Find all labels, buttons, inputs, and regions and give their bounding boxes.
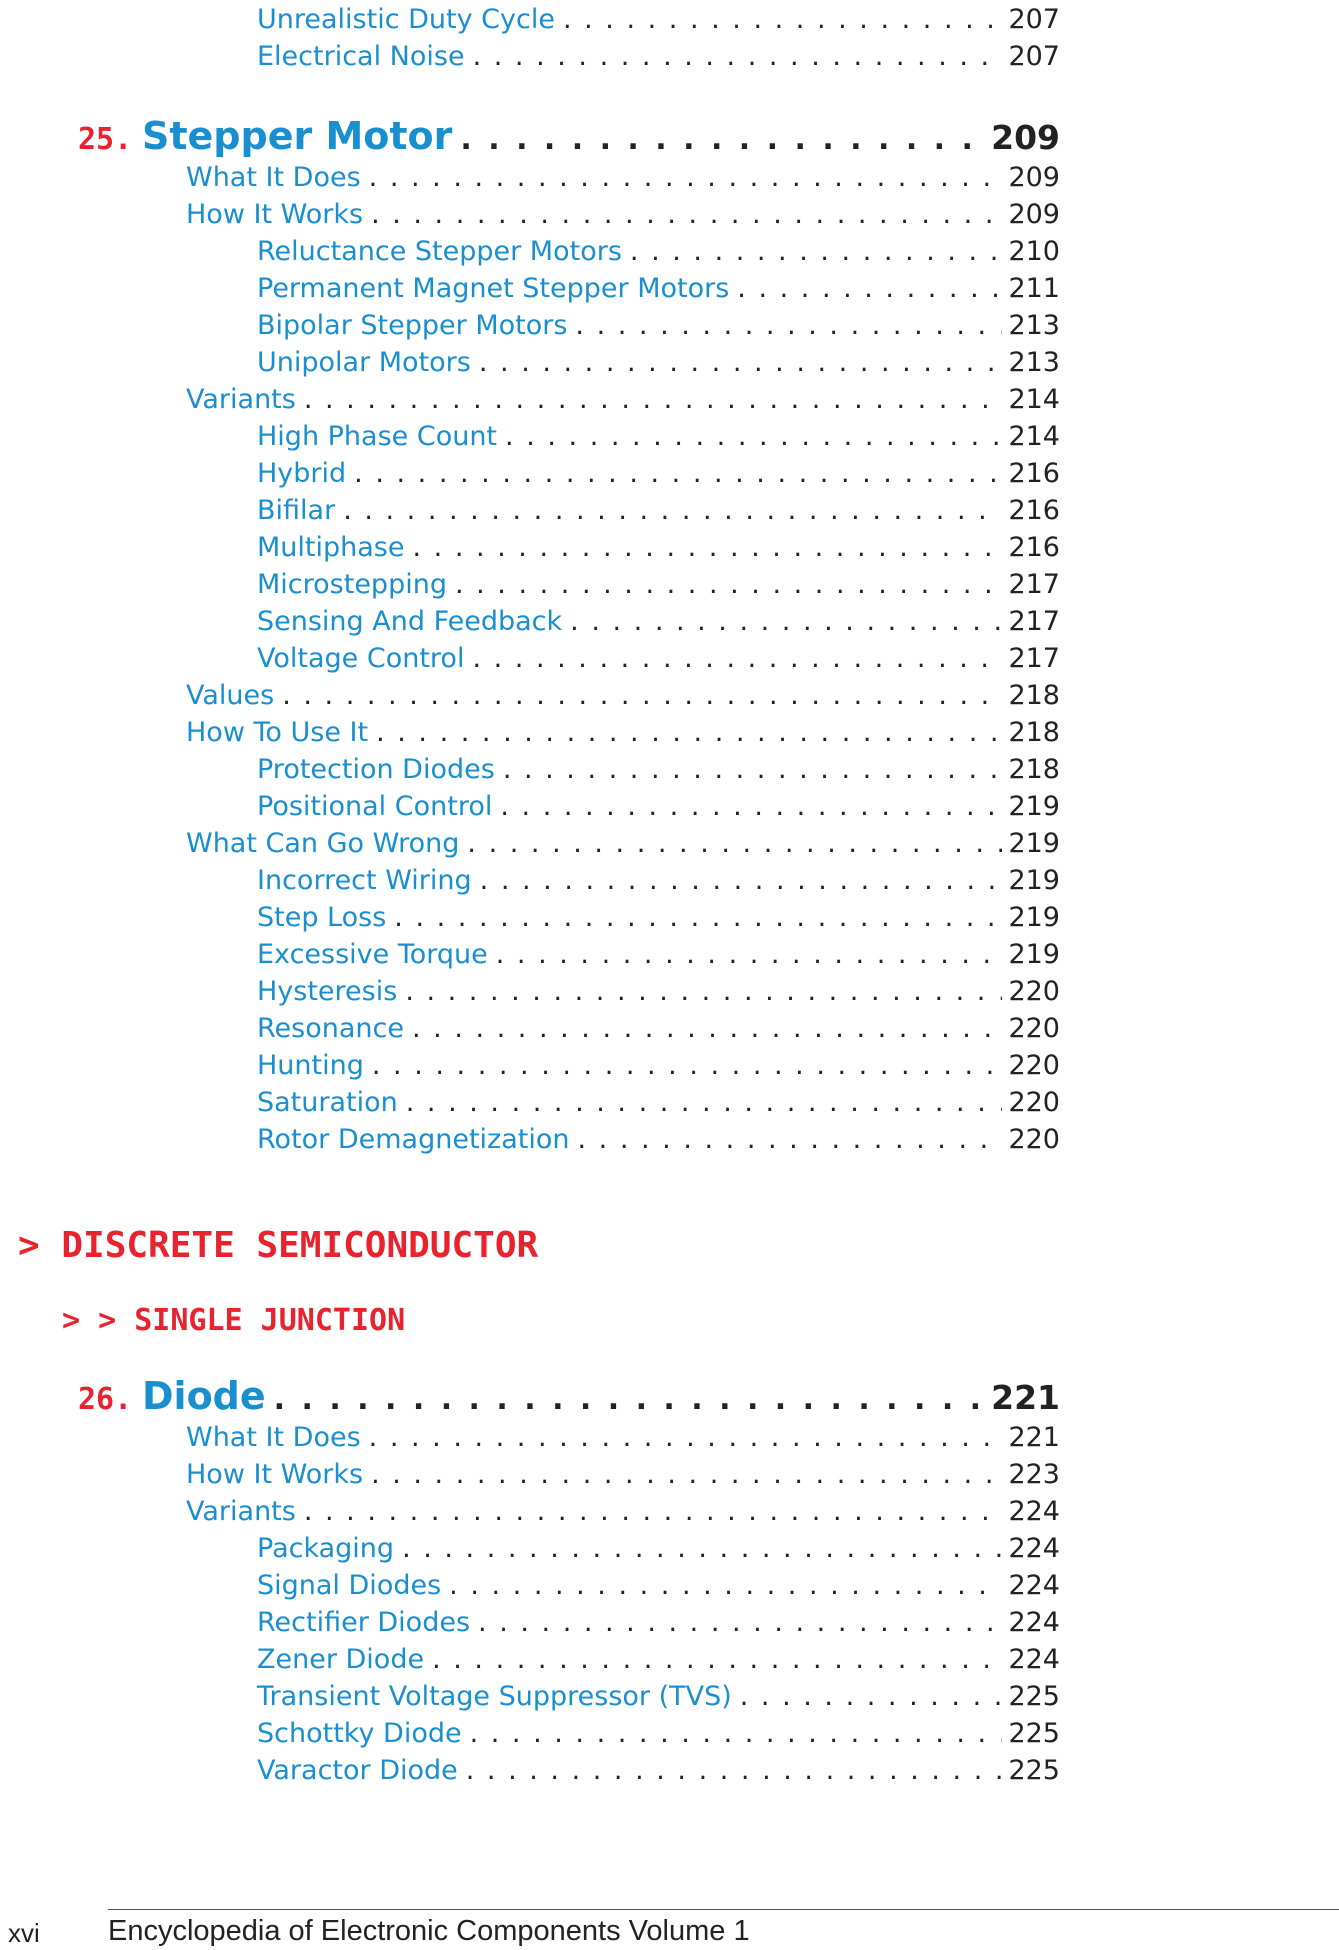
toc-entry-label: Bifilar — [257, 495, 336, 526]
toc-entry-page: 219 — [1008, 828, 1060, 859]
dot-leader — [479, 347, 1003, 378]
toc-entry-label: Resonance — [257, 1013, 404, 1044]
toc-entry[interactable] — [257, 1644, 1060, 1675]
dot-leader — [369, 1422, 1003, 1453]
toc-entry[interactable] — [257, 1681, 1060, 1712]
dot-leader — [472, 643, 1002, 674]
toc-entry-label: How It Works — [186, 1459, 364, 1490]
toc-entry-page: 220 — [1008, 1050, 1060, 1081]
toc-entry[interactable] — [257, 310, 1060, 341]
toc-entry[interactable] — [257, 976, 1060, 1007]
toc-entry-label: Sensing And Feedback — [257, 606, 563, 637]
toc-entry-page: 223 — [1008, 1459, 1060, 1490]
toc-entry[interactable] — [186, 680, 1060, 711]
dot-leader — [372, 1050, 1003, 1081]
chapter-heading-diode[interactable] — [78, 1374, 1060, 1418]
dot-leader — [480, 865, 1003, 896]
toc-entry-label: Rectifier Diodes — [257, 1607, 471, 1638]
dot-leader — [412, 1013, 1002, 1044]
toc-entry-page: 224 — [1008, 1607, 1060, 1638]
toc-entry-label: Step Loss — [257, 902, 387, 933]
toc-entry-page: 218 — [1008, 717, 1060, 748]
toc-entry[interactable] — [257, 939, 1060, 970]
toc-entry-page: 217 — [1008, 643, 1060, 674]
toc-entry-label: Bipolar Stepper Motors — [257, 310, 568, 341]
dot-leader — [274, 1382, 979, 1417]
dot-leader — [406, 1087, 1003, 1118]
toc-entry-page: 224 — [1008, 1496, 1060, 1527]
toc-entry-label: Excessive Torque — [257, 939, 488, 970]
toc-entry-label: Schottky Diode — [257, 1718, 462, 1749]
dot-leader — [371, 199, 1002, 230]
toc-entry-label: What It Does — [186, 1422, 361, 1453]
toc-entry-page: 220 — [1008, 976, 1060, 1007]
toc-entry-label: Permanent Magnet Stepper Motors — [257, 273, 730, 304]
dot-leader — [304, 384, 1003, 415]
dot-leader — [405, 976, 1002, 1007]
dot-leader — [455, 569, 1002, 600]
dot-leader — [473, 41, 1003, 72]
toc-entry-label: Variants — [186, 1496, 296, 1527]
dot-leader — [449, 1570, 1002, 1601]
toc-entry-label: What It Does — [186, 162, 361, 193]
toc-entry[interactable] — [257, 1013, 1060, 1044]
toc-entry[interactable] — [257, 1718, 1060, 1749]
toc-entry-page: 214 — [1008, 421, 1060, 452]
dot-leader — [505, 421, 1002, 452]
toc-entry[interactable] — [257, 1124, 1060, 1155]
toc-entry-page: 218 — [1008, 680, 1060, 711]
toc-entry[interactable] — [257, 1050, 1060, 1081]
dot-leader — [371, 1459, 1002, 1490]
dot-leader — [737, 273, 1002, 304]
dot-leader — [304, 1496, 1003, 1527]
toc-entry-label: Unrealistic Duty Cycle — [257, 4, 555, 35]
toc-entry[interactable] — [257, 791, 1060, 822]
toc-entry[interactable] — [257, 1607, 1060, 1638]
toc-entry-page: 225 — [1008, 1755, 1060, 1786]
toc-entry-page: 209 — [1008, 199, 1060, 230]
dot-leader — [578, 1124, 1003, 1155]
toc-entry-page: 219 — [1008, 791, 1060, 822]
dot-leader — [343, 495, 1002, 526]
toc-entry-page: 207 — [1008, 4, 1060, 35]
toc-entry[interactable] — [257, 421, 1060, 452]
toc-entry-page: 217 — [1008, 606, 1060, 637]
toc-entry-label: Rotor Demagnetization — [257, 1124, 570, 1155]
toc-entry-page: 217 — [1008, 569, 1060, 600]
toc-entry[interactable] — [257, 273, 1060, 304]
dot-leader — [402, 1533, 1002, 1564]
toc-entry[interactable] — [257, 865, 1060, 896]
dot-leader — [740, 1681, 1003, 1712]
toc-entry[interactable] — [257, 495, 1060, 526]
toc-entry-label: Multiphase — [257, 532, 405, 563]
toc-entry-page: 207 — [1008, 41, 1060, 72]
toc-entry-label: Electrical Noise — [257, 41, 465, 72]
toc-entry[interactable] — [257, 754, 1060, 785]
dot-leader — [563, 4, 1002, 35]
toc-entry-label: Transient Voltage Suppressor (TVS) — [257, 1681, 732, 1712]
toc-entry-page: 216 — [1008, 532, 1060, 563]
dot-leader — [466, 1755, 1003, 1786]
toc-entry-label: Protection Diodes — [257, 754, 495, 785]
toc-entry-page: 210 — [1008, 236, 1060, 267]
chapter-number: 25. — [78, 122, 133, 157]
toc-entry-page: 213 — [1008, 310, 1060, 341]
toc-entry-label: Packaging — [257, 1533, 395, 1564]
chapter-page: 221 — [991, 1378, 1060, 1417]
toc-entry-label: Reluctance Stepper Motors — [257, 236, 622, 267]
chapter-page: 209 — [991, 118, 1060, 157]
toc-entry[interactable] — [257, 1570, 1060, 1601]
chapter-number: 26. — [78, 1382, 133, 1417]
toc-entry[interactable] — [257, 347, 1060, 378]
footer-book-title: Encyclopedia of Electronic Components Volume 1 — [108, 1915, 750, 1947]
toc-entry-page: 218 — [1008, 754, 1060, 785]
toc-entry[interactable] — [257, 4, 1060, 35]
toc-entry[interactable] — [257, 606, 1060, 637]
toc-entry-label: How To Use It — [186, 717, 369, 748]
toc-entry[interactable] — [186, 717, 1060, 748]
dot-leader — [630, 236, 1003, 267]
toc-entry-label: Saturation — [257, 1087, 398, 1118]
dot-leader — [460, 122, 979, 157]
toc-entry-label: Values — [186, 680, 275, 711]
footer-divider — [108, 1909, 1339, 1910]
toc-entry-label: What Can Go Wrong — [186, 828, 460, 859]
toc-entry-label: Incorrect Wiring — [257, 865, 472, 896]
toc-entry-label: Variants — [186, 384, 296, 415]
toc-entry-label: Microstepping — [257, 569, 447, 600]
dot-leader — [500, 791, 1002, 822]
toc-entry[interactable] — [257, 902, 1060, 933]
subsection-heading[interactable]: > > SINGLE JUNCTION — [62, 1303, 406, 1338]
toc-entry[interactable] — [257, 1755, 1060, 1786]
toc-entry-page: 225 — [1008, 1681, 1060, 1712]
dot-leader — [570, 606, 1002, 637]
toc-entry-label: Positional Control — [257, 791, 493, 822]
dot-leader — [575, 310, 1002, 341]
toc-entry-label: Hunting — [257, 1050, 364, 1081]
toc-entry-page: 214 — [1008, 384, 1060, 415]
toc-entry-page: 219 — [1008, 902, 1060, 933]
toc-entry[interactable] — [257, 643, 1060, 674]
toc-entry-page: 211 — [1008, 273, 1060, 304]
toc-entry[interactable] — [186, 1459, 1060, 1490]
toc-entry-page: 219 — [1008, 865, 1060, 896]
dot-leader — [376, 717, 1002, 748]
dot-leader — [432, 1644, 1002, 1675]
toc-entry-label: Hysteresis — [257, 976, 398, 1007]
toc-entry-label: Signal Diodes — [257, 1570, 442, 1601]
chapter-title: Diode — [142, 1374, 266, 1418]
toc-entry[interactable] — [257, 458, 1060, 489]
footer-page-number: xvi — [8, 1918, 40, 1948]
toc-entry[interactable] — [186, 1496, 1060, 1527]
toc-entry[interactable] — [257, 569, 1060, 600]
dot-leader — [478, 1607, 1002, 1638]
toc-entry-page: 220 — [1008, 1013, 1060, 1044]
toc-entry[interactable] — [257, 236, 1060, 267]
section-heading[interactable]: > DISCRETE SEMICONDUCTOR — [18, 1225, 539, 1266]
dot-leader — [354, 458, 1002, 489]
dot-leader — [467, 828, 1002, 859]
dot-leader — [470, 1718, 1003, 1749]
toc-entry-page: 209 — [1008, 162, 1060, 193]
toc-entry[interactable] — [186, 162, 1060, 193]
toc-entry-page: 219 — [1008, 939, 1060, 970]
toc-entry-label: Voltage Control — [257, 643, 465, 674]
toc-entry-label: How It Works — [186, 199, 364, 230]
toc-entry-label: High Phase Count — [257, 421, 498, 452]
toc-entry[interactable] — [257, 41, 1060, 72]
toc-entry-page: 220 — [1008, 1124, 1060, 1155]
toc-entry[interactable] — [186, 1422, 1060, 1453]
dot-leader — [412, 532, 1002, 563]
dot-leader — [282, 680, 1002, 711]
toc-entry-page: 224 — [1008, 1533, 1060, 1564]
dot-leader — [496, 939, 1003, 970]
toc-entry-page: 216 — [1008, 495, 1060, 526]
toc-entry-label: Varactor Diode — [257, 1755, 458, 1786]
toc-entry-label: Hybrid — [257, 458, 347, 489]
toc-entry-label: Zener Diode — [257, 1644, 425, 1675]
toc-entry[interactable] — [186, 199, 1060, 230]
toc-entry-page: 224 — [1008, 1570, 1060, 1601]
chapter-heading-stepper-motor[interactable] — [78, 114, 1060, 158]
toc-entry[interactable] — [257, 1533, 1060, 1564]
dot-leader — [369, 162, 1003, 193]
toc-entry-page: 225 — [1008, 1718, 1060, 1749]
dot-leader — [394, 902, 1002, 933]
toc-entry-label: Unipolar Motors — [257, 347, 471, 378]
dot-leader — [503, 754, 1003, 785]
toc-entry[interactable] — [257, 1087, 1060, 1118]
toc-entry-page: 224 — [1008, 1644, 1060, 1675]
toc-entry[interactable] — [257, 532, 1060, 563]
toc-entry[interactable] — [186, 828, 1060, 859]
chapter-title: Stepper Motor — [142, 114, 453, 158]
toc-entry-page: 216 — [1008, 458, 1060, 489]
toc-entry-page: 221 — [1008, 1422, 1060, 1453]
toc-entry-page: 213 — [1008, 347, 1060, 378]
toc-entry-page: 220 — [1008, 1087, 1060, 1118]
toc-entry[interactable] — [186, 384, 1060, 415]
